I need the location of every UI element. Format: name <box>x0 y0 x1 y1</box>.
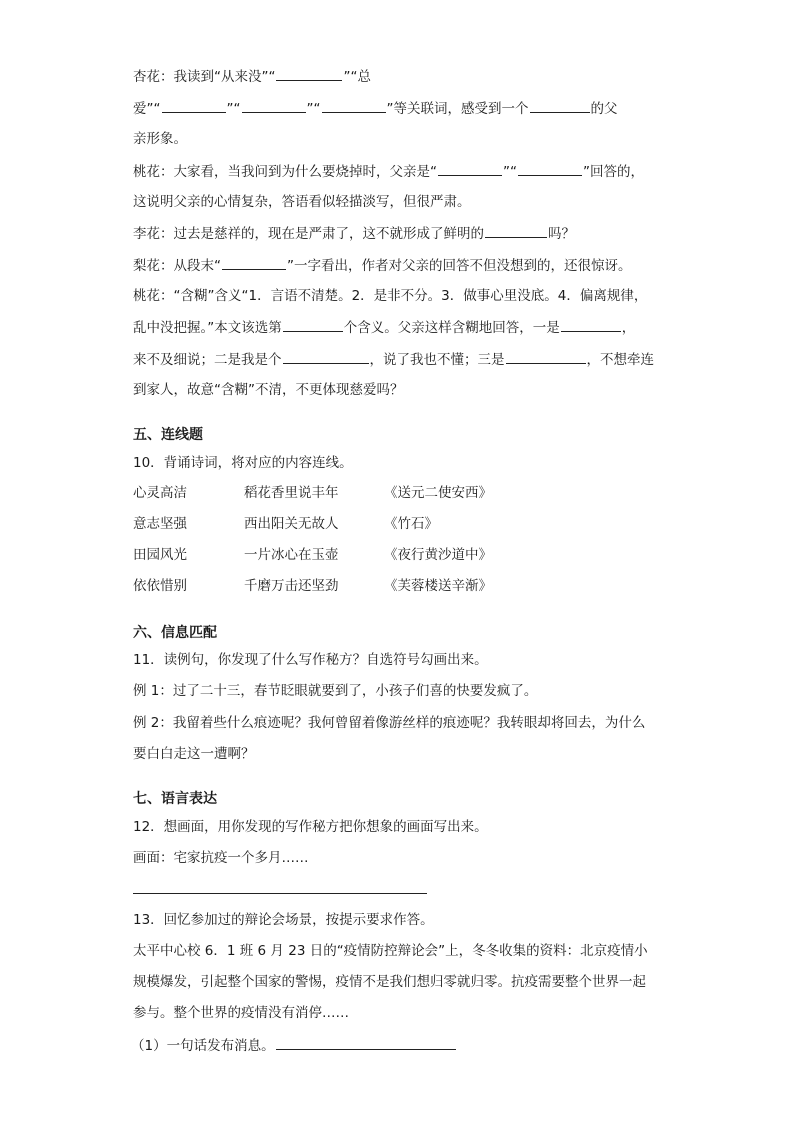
material-line3: 参与。整个世界的疫情没有消停…… <box>133 1005 349 1021</box>
blank[interactable] <box>322 98 386 113</box>
blank[interactable] <box>506 349 586 364</box>
blank[interactable] <box>276 66 342 81</box>
para-xinghua-line2: 爱”“ ”“ ”“ ”等关联词，感受到一个 的父 <box>133 98 618 119</box>
match-left-item[interactable]: 依依惜别 <box>133 578 187 594</box>
question-11: 11．读例句，你发现了什么写作秘方？自选符号勾画出来。 <box>133 652 488 668</box>
blank[interactable] <box>485 223 547 238</box>
question-13: 13．回忆参加过的辩论会场景，按提示要求作答。 <box>133 912 434 928</box>
question-12: 12．想画面，用你发现的写作秘方把你想象的画面写出来。 <box>133 819 488 835</box>
para-hanhu-line4: 到家人，故意“含糊”不清，不更体现慈爱吗？ <box>133 382 404 398</box>
para-xinghua-line1: 杏花：我读到“从来没”“ ”“总 <box>133 66 371 87</box>
para-lihua2: 梨花：从段末“ ”一字看出，作者对父亲的回答不但没想到的，还很惊讶。 <box>133 255 632 276</box>
section-title-info-match: 六、信息匹配 <box>133 625 217 641</box>
blank[interactable] <box>530 98 590 113</box>
blank[interactable] <box>518 161 582 176</box>
match-middle-item[interactable]: 千磨万击还坚劲 <box>244 578 339 594</box>
match-right-item[interactable]: 《夜行黄沙道中》 <box>384 547 492 563</box>
question-10: 10．背诵诗词，将对应的内容连线。 <box>133 455 353 471</box>
match-right-item[interactable]: 《送元二使安西》 <box>384 485 492 501</box>
answer-blank[interactable] <box>276 1035 456 1050</box>
match-left-item[interactable]: 心灵高洁 <box>133 485 187 501</box>
match-right-item[interactable]: 《竹石》 <box>384 516 438 532</box>
section-title-expression: 七、语言表达 <box>133 791 217 807</box>
blank[interactable] <box>438 161 502 176</box>
para-hanhu-line1: 桃花：“含糊”含义“1．言语不清楚。2．是非不分。3．做事心里没底。4．偏离规律， <box>133 288 648 304</box>
para-taohua-line2: 这说明父亲的心情复杂，答语看似轻描淡写，但很严肃。 <box>133 194 471 210</box>
match-middle-item[interactable]: 一片冰心在玉壶 <box>244 547 339 563</box>
para-hanhu-line2: 乱中没把握。”本文该选第 个含义。父亲这样含糊地回答，一是 ， <box>133 317 635 338</box>
answer-line[interactable] <box>133 893 427 894</box>
example-2-line1[interactable]: 例 2：我留着些什么痕迹呢？我何曾留着像游丝样的痕迹呢？我转眼却将回去，为什么 <box>133 715 646 731</box>
blank[interactable] <box>283 317 343 332</box>
blank[interactable] <box>283 349 369 364</box>
match-middle-item[interactable]: 西出阳关无故人 <box>244 516 339 532</box>
material-line2: 规模爆发，引起整个国家的警惕，疫情不是我们想归零就归零。抗疫需要整个世界一起 <box>133 974 646 990</box>
match-left-item[interactable]: 意志坚强 <box>133 516 187 532</box>
example-1[interactable]: 例 1：过了二十三，春节眨眼就要到了，小孩子们喜的快要发疯了。 <box>133 683 538 699</box>
scene-prompt: 画面：宅家抗疫一个多月…… <box>133 850 309 866</box>
blank[interactable] <box>162 98 226 113</box>
material-line1: 太平中心校 6．1 班 6 月 23 日的“疫情防控辩论会”上，冬冬收集的资料：北京疫情小 <box>133 943 648 959</box>
section-title-matching: 五、连线题 <box>133 427 203 443</box>
match-right-item[interactable]: 《芙蓉楼送辛渐》 <box>384 578 492 594</box>
match-middle-item[interactable]: 稻花香里说丰年 <box>244 485 339 501</box>
para-taohua-line1: 桃花：大家看，当我问到为什么要烧掉时，父亲是“ ”“ ”回答的， <box>133 161 644 182</box>
para-xinghua-line3: 亲形象。 <box>133 131 187 147</box>
blank[interactable] <box>222 255 286 270</box>
para-hanhu-line3: 来不及细说；二是我是个 ，说了我也不懂；三是 ，不想牵连 <box>133 349 654 370</box>
match-left-item[interactable]: 田园风光 <box>133 547 187 563</box>
example-2-line2[interactable]: 要白白走这一遭啊？ <box>133 746 255 762</box>
blank[interactable] <box>242 98 306 113</box>
para-lihua: 李花：过去是慈祥的，现在是严肃了，这不就形成了鲜明的 吗？ <box>133 223 575 244</box>
blank[interactable] <box>561 317 621 332</box>
subquestion-1: （1）一句话发布消息。 <box>131 1035 457 1056</box>
